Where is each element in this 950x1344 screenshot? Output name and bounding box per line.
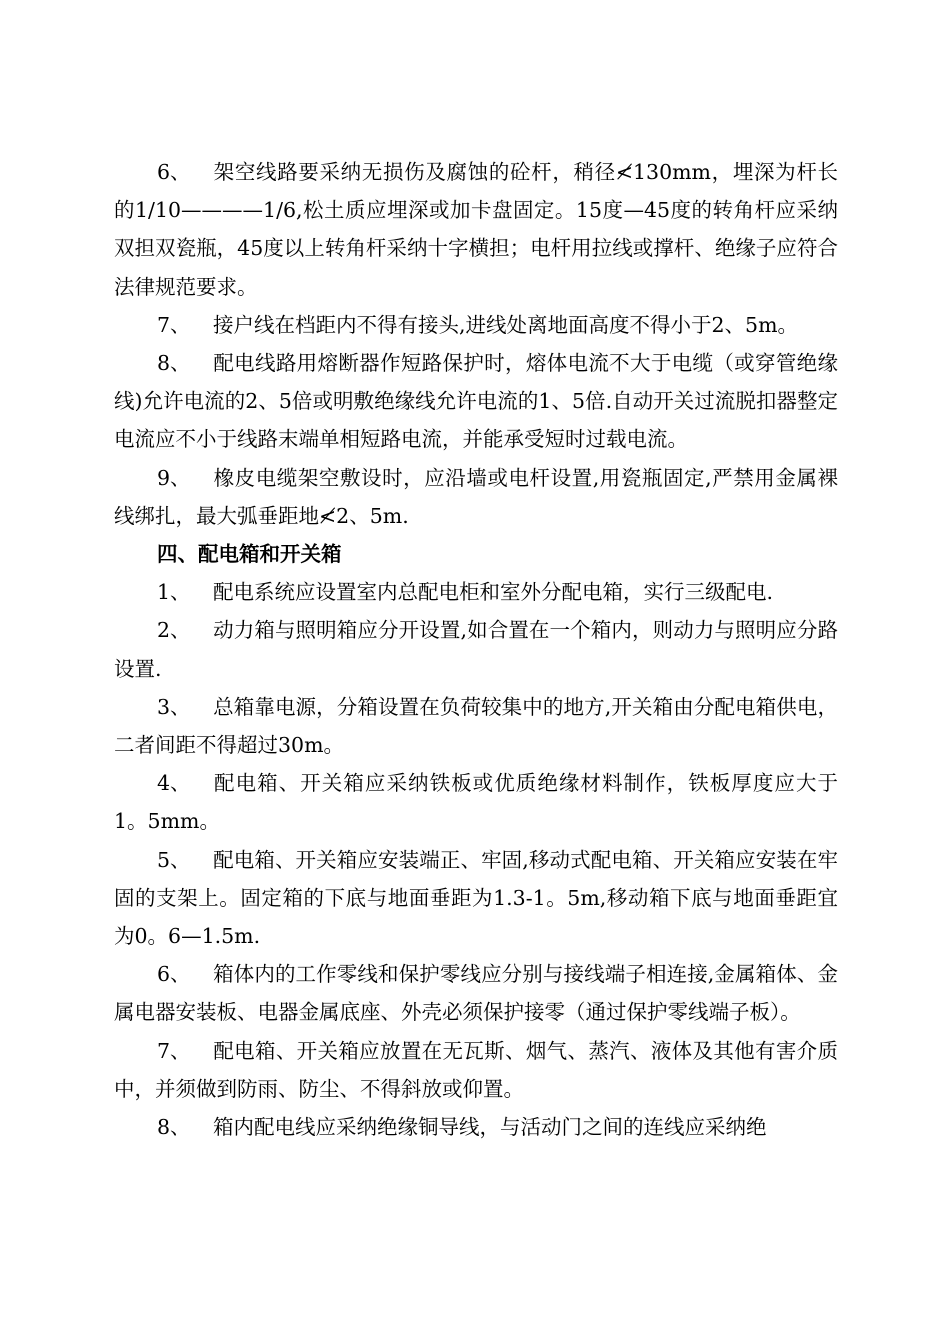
paragraph-b-6 [114, 955, 838, 1031]
item-text: 总箱靠电源，分箱设置在负荷较集中的地方,开关箱由分配电箱供电，二者间距不得超过30m。 [114, 694, 838, 758]
paragraph-b-1 [114, 573, 838, 611]
paragraph-a-8 [114, 344, 838, 459]
section-heading: 四、配电箱和开关箱 [157, 542, 342, 567]
item-text: 配电箱、开关箱应安装端正、牢固,移动式配电箱、开关箱应安装在牢固的支架上。固定箱的下底与地面垂距为1.3-1。5m,移动箱下底与地面垂距宜为0。6—1.5m. [114, 847, 838, 949]
item-number: 7、 [157, 312, 191, 337]
item-text: 接户线在档距内不得有接头,进线处离地面高度不得小于2、5m。 [213, 312, 799, 337]
paragraph-b-5 [114, 841, 838, 956]
document-page [114, 153, 838, 1146]
item-number: 8、 [157, 1115, 191, 1140]
paragraph-a-6 [114, 153, 838, 306]
paragraph-a-9 [114, 459, 838, 535]
paragraph-b-4 [114, 764, 838, 840]
paragraph-b-3 [114, 688, 838, 764]
item-number: 4、 [157, 771, 191, 796]
paragraph-b-8 [114, 1108, 838, 1146]
item-text: 动力箱与照明箱应分开设置,如合置在一个箱内，则动力与照明应分路设置. [114, 618, 838, 681]
item-number: 5、 [157, 847, 191, 872]
item-text: 配电箱、开关箱应放置在无瓦斯、烟气、蒸汽、液体及其他有害介质中，并须做到防雨、防尘、不得斜放或仰置。 [114, 1038, 838, 1101]
item-text: 箱内配电线应采纳绝缘铜导线，与活动门之间的连线应采纳绝 [213, 1115, 767, 1140]
item-text: 配电线路用熔断器作短路保护时，熔体电流不大于电缆（或穿管绝缘线)允许电流的2、5倍或明敷绝缘线允许电流的1、5倍.自动开关过流脱扣器整定电流应不小于线路末端单相短路电流，并能承受短时过载电流。 [114, 351, 838, 452]
item-text: 配电箱、开关箱应采纳铁板或优质绝缘材料制作，铁板厚度应大于1。5mm。 [114, 771, 838, 834]
item-text: 配电系统应设置室内总配电柜和室外分配电箱，实行三级配电. [213, 580, 774, 605]
item-number: 6、 [157, 962, 191, 987]
item-number: 2、 [157, 618, 191, 643]
item-number: 9、 [157, 465, 191, 490]
paragraph-b-7 [114, 1032, 838, 1108]
item-number: 8、 [157, 351, 191, 376]
item-text: 箱体内的工作零线和保护零线应分别与接线端子相连接,金属箱体、金属电器安装板、电器金属底座、外壳必须保护接零（通过保护零线端子板）。 [114, 962, 838, 1025]
item-text: 架空线路要采纳无损伤及腐蚀的砼杆，稍径≮130mm，埋深为杆长的1/10————1/6,松土质应埋深或加卡盘固定。15度—45度的转角杆应采纳双担双瓷瓶，45度以上转角杆采纳十字横担；电杆用拉线或撑杆、绝缘子应符合法律规范要求。 [114, 160, 838, 299]
item-text: 橡皮电缆架空敷设时，应沿墙或电杆设置,用瓷瓶固定,严禁用金属裸线绑扎，最大弧垂距地≮2、5m. [114, 465, 838, 528]
paragraph-b-2 [114, 611, 838, 687]
item-number: 3、 [157, 694, 191, 719]
item-number: 6、 [157, 160, 191, 184]
paragraph-a-7 [114, 306, 838, 344]
item-number: 7、 [157, 1038, 191, 1063]
item-number: 1、 [157, 580, 191, 605]
